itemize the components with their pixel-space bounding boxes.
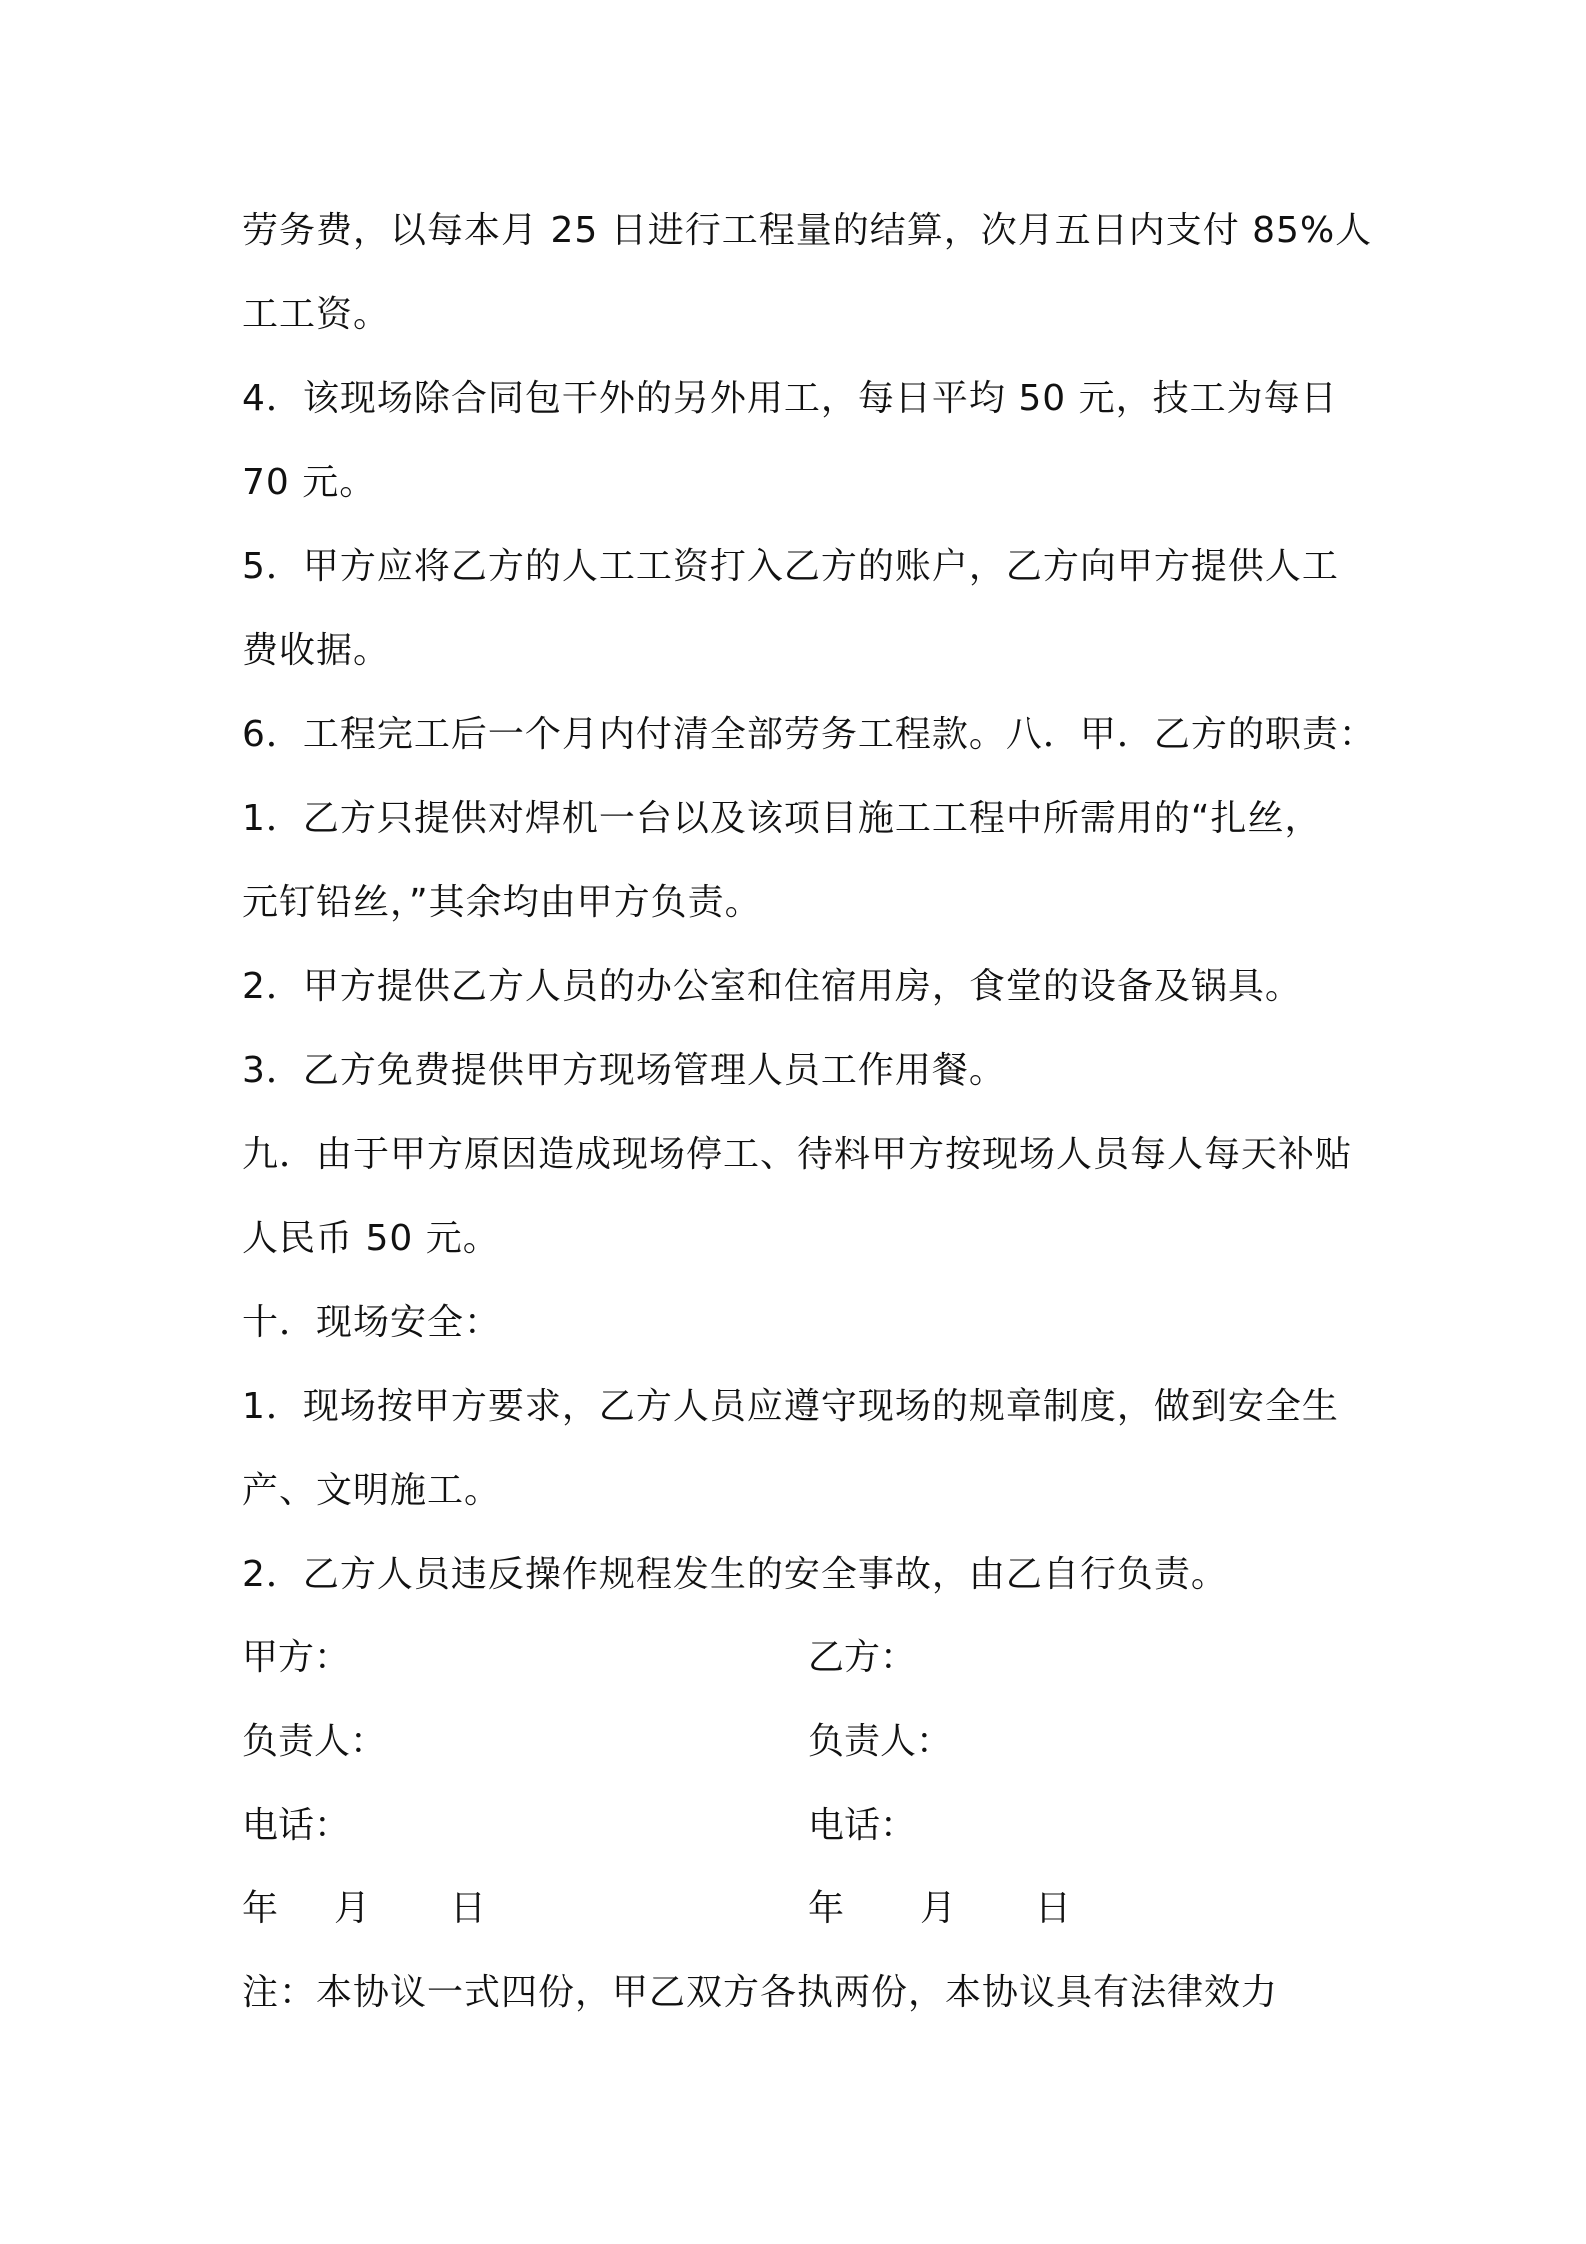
body-line-4: 70 元。 [242, 462, 377, 503]
body-line-10: 2．甲方提供乙方人员的办公室和住宿用房，食堂的设备及锅具。 [242, 966, 1302, 1007]
body-line-2: 工工资。 [242, 294, 391, 335]
body-line-7: 6．工程完工后一个月内付清全部劳务工程款。八．甲．乙方的职责： [242, 714, 1376, 755]
body-line-3: 4．该现场除合同包干外的另外用工，每日平均 50 元，技工为每日 [242, 378, 1338, 419]
body-line-14: 十．现场安全： [242, 1302, 502, 1343]
body-line-8: 1．乙方只提供对焊机一台以及该项目施工工程中所需用的“扎丝， [242, 798, 1322, 839]
body-line-13: 人民币 50 元。 [242, 1218, 500, 1259]
body-line-6: 费收据。 [242, 630, 391, 671]
party-a-month: 月 [334, 1888, 371, 1929]
body-line-11: 3．乙方免费提供甲方现场管理人员工作用餐。 [242, 1050, 1006, 1091]
party-b-phone: 电话： [808, 1805, 917, 1846]
party-b-person: 负责人： [808, 1721, 953, 1762]
party-a-label: 甲方： [242, 1637, 351, 1678]
agreement-note: 注：本协议一式四份，甲乙双方各执两份，本协议具有法律效力 [242, 1972, 1279, 2013]
party-a-year: 年 [242, 1888, 279, 1929]
body-line-17: 2．乙方人员违反操作规程发生的安全事故，由乙自行负责。 [242, 1554, 1228, 1595]
body-line-16: 产、文明施工。 [242, 1470, 502, 1511]
body-line-1: 劳务费，以每本月 25 日进行工程量的结算，次月五日内支付 85%人 [242, 210, 1373, 251]
party-b-month: 月 [920, 1888, 957, 1929]
party-b-year: 年 [808, 1888, 845, 1929]
body-line-9: 元钉铅丝，”其余均由甲方负责。 [242, 882, 762, 923]
body-line-15: 1．现场按甲方要求，乙方人员应遵守现场的规章制度，做到安全生 [242, 1386, 1339, 1427]
body-line-12: 九．由于甲方原因造成现场停工、待料甲方按现场人员每人每天补贴 [242, 1134, 1353, 1175]
body-line-5: 5．甲方应将乙方的人工工资打入乙方的账户，乙方向甲方提供人工 [242, 546, 1339, 587]
party-a-phone: 电话： [242, 1805, 351, 1846]
party-a-person: 负责人： [242, 1721, 387, 1762]
party-b-label: 乙方： [808, 1637, 917, 1678]
party-b-day: 日 [1035, 1888, 1072, 1929]
party-a-day: 日 [450, 1888, 487, 1929]
